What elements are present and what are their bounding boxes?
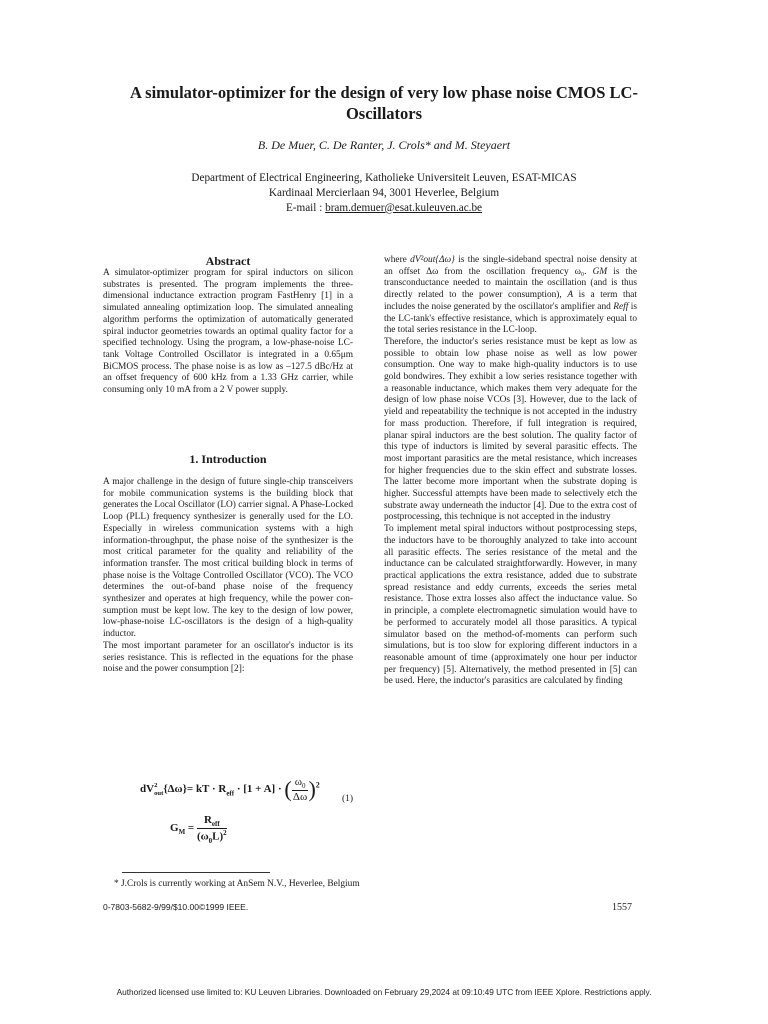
- affiliation-line-1: Department of Electrical Engineering, Katholieke Universiteit Leuven, ESAT-MICAS: [191, 172, 577, 184]
- abstract-paragraph: A simulator-optimizer program for spiral inductors on silicon substrates is presented. The program implements the three-dimensional inductance extraction program FastHenry [1] in a simulated annealing optimization loop. The simulated annealing algorithm performs the optimization of automatically generated spiral inductor geometries towards an optimal quality factor for a specified technology. Using the program, a low-phase-noise LC-tank Voltage Controlled Oscillator is integrated in a 0.65μm BiCMOS process. The phase noise is as low as –127.5 dBc/Hz at an offset frequency of 600 kHz from a 1.33 GHz carrier, while consuming only 10 mA from a 2 V power supply.: [103, 268, 353, 396]
- right-paragraph-1: where dV²out{Δω} is the single-sideband spectral noise density at an offset Δω from the oscillation frequency ω₀. GM is the transconductance needed to maintain the oscillation (and is thus directly related to the power consumption), A is a term that includes the noise generated by the oscillator's amplifier and Reff is the LC-tank's effective resistance, which is approximately equal to the total series resistance in the LC-loop.: [384, 255, 637, 336]
- intro-paragraph-1: A major challenge in the design of future single-chip transceivers for mobile communication systems is the building block that generates the Local Oscillator (LO) carrier signal. A Phase-Locked Loop (PLL) frequency synthesizer is generally used for the LO. Especially in wireless communication systems with a high information-throughput, the phase noise of the synthesizer is the most critical parameter for the quality and reliability of the information transfer. The most critical building block in terms of phase noise is the Voltage Controlled Oscillator (VCO). The VCO determines the out-of-band phase noise of the frequency synthesizer and operates at high frequency, while the power consumption must be kept low. The key to the design of low power, low-phase-noise LC-oscillators is the design of a high-quality inductor.: [103, 477, 353, 640]
- intro-paragraph-2: The most important parameter for an oscillator's inductor is its series resistance. This is reflected in the equations for the phase noise and the power consumption [2]:: [103, 640, 353, 675]
- copyright-notice: 0-7803-5682-9/99/$10.00©1999 IEEE.: [103, 902, 249, 912]
- footnote: * J.Crols is currently working at AnSem N.V., Heverlee, Belgium: [114, 879, 360, 889]
- equation-transconductance: $G_M$ = $R_{eff}$ $(\omega_0L)^2$: [170, 814, 227, 846]
- abstract-heading: Abstract: [205, 254, 251, 268]
- introduction-text: [103, 477, 353, 676]
- affiliation-block: [100, 171, 668, 216]
- equation-phase-noise: dV 2 out {Δω}= kT · $R_{eff} \cdot [1 + A]$ · ( $\frac{\omega_0}{\Delta\omega}$ )$^2$: [140, 776, 320, 804]
- email-link[interactable]: bram.demuer@esat.kuleuven.ac.be: [325, 202, 483, 214]
- equation-number: (1): [342, 794, 354, 804]
- abstract-text: [103, 268, 353, 397]
- footnote-divider: [122, 872, 270, 873]
- affiliation-line-2: Kardinaal Mercierlaan 94, 3001 Heverlee, Belgium: [268, 187, 500, 199]
- right-paragraph-3: To implement metal spiral inductors without postprocessing steps, the inductors have to be thoroughly analyzed to take into account all parasitic effects. The series resistance of the metal and the inductance can be calculated straightforwardly. However, in many practical applications the extra resistance, added due to substrate spread resistance and eddy currents, exceeds the series metal resistance. Those extra losses also affect the inductance value. So in principle, a complete electromagnetic simulation would have to be performed to accurately model all those parasitics. A typical simulator based on the method-of-moments can perform such simulations, but is too slow for exploring different inductors in a reasonable amount of time (approximately one hour per inductor per frequency) [5]. Alternatively, the method presented in [5] can be used. Here, the inductor's parasitics are calculated by finding: [384, 524, 637, 687]
- page-number: 1557: [612, 902, 632, 913]
- right-paragraph-2: Therefore, the inductor's series resistance must be kept as low as possible to obtain low phase noise as well as low power consumption. One way to make high-quality inductors is to use gold bondwires. They exhibit a low series resistance together with a reasonable inductance, which makes them very adequate for the design of low phase noise VCOs [3]. However, due to the lack of yield and repeatability the technique is not accepted in the industry for mass production. Therefore, if full integration is required, planar spiral inductors are the best solution. The quality factor of this type of inductors is limited by several parasitic effects. The most important parasitics are the metal resistance, which increases for higher frequencies due to the skin effect and substrate losses. The latter become more important when the substrate doping is higher. Successful attempts have been made to selectively etch the substrate away underneath the inductor [4]. Due to the extra cost of postprocessing, this technique is not accepted in the industry: [384, 336, 637, 523]
- introduction-heading: 1. Introduction: [189, 452, 267, 466]
- license-notice: Authorized licensed use limited to: KU Leuven Libraries. Downloaded on February 29,2024 at 09:10:49 UTC from IEEE Xplore. Restrictions apply.: [116, 987, 652, 997]
- email-line: [100, 201, 668, 216]
- paper-title: A simulator-optimizer for the design of very low phase noise CMOS LC-Oscillators: [130, 83, 638, 123]
- right-column-text: [384, 255, 637, 688]
- email-label: E-mail :: [285, 202, 326, 214]
- author-list: B. De Muer, C. De Ranter, J. Crols* and M. Steyaert: [257, 138, 511, 152]
